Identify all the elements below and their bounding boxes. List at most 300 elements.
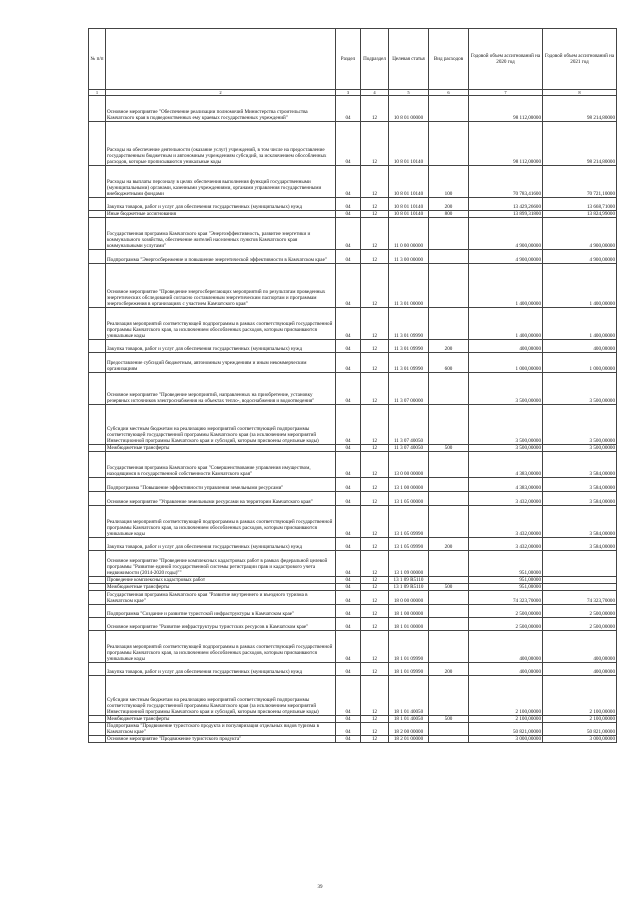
row-name-cell: Расходы на обеспечение деятельности (оказание услуг) учреждений, в том числе на предоставление государственным бюджетным и автономным учреждениям субсидий, за исключением обособленных расходов, которые прописываются уникальные коды	[106, 122, 336, 166]
header-section: Раздел	[336, 29, 361, 90]
row-sum-2020-cell: 951,00000	[469, 577, 543, 584]
row-sum-2020-cell: 13 429,26600	[469, 198, 543, 211]
row-exp-type-cell	[429, 605, 469, 618]
row-subsection-cell: 12	[361, 631, 389, 663]
row-exp-type-cell: 200	[429, 340, 469, 353]
row-section-cell: 04	[336, 445, 361, 452]
table-row	[89, 308, 617, 340]
row-target-cell: 10 8 01 10140	[389, 122, 429, 166]
row-target-cell: 13 0 00 00000	[389, 452, 429, 478]
row-name-cell: Подпрограмма "Повышение эффективности управления земельными ресурсами"	[106, 478, 336, 492]
row-sum-2020-cell: 1 000,00000	[469, 353, 543, 373]
row-sum-2020-cell: 2 500,00000	[469, 618, 543, 631]
row-num-cell	[89, 452, 106, 478]
row-exp-type-cell: 500	[429, 716, 469, 723]
row-target-cell: 10 8 01 10140	[389, 166, 429, 198]
row-target-cell: 10 8 01 10140	[389, 211, 429, 218]
row-subsection-cell: 12	[361, 538, 389, 551]
row-subsection-cell: 12	[361, 551, 389, 577]
table-row	[89, 538, 617, 551]
row-exp-type-cell	[429, 218, 469, 250]
row-name-cell: Реализация мероприятий соответствующей подпрограммы в рамках соответствующей государственной программы Камчатского края, за исключением обособленных расходов, которым присваиваются уникальные коды	[106, 308, 336, 340]
row-num-cell	[89, 122, 106, 166]
row-num-cell	[89, 353, 106, 373]
header-sum-2020: Годовой объем ассигнований на 2020 год	[469, 29, 543, 90]
row-target-cell: 13 1 09 R5110	[389, 577, 429, 584]
row-exp-type-cell	[429, 405, 469, 445]
row-subsection-cell: 12	[361, 618, 389, 631]
row-sum-2020-cell: 13 899,31800	[469, 211, 543, 218]
row-sum-2020-cell: 3 000,00000	[469, 736, 543, 743]
row-sum-2021-cell: 1 400,00000	[543, 308, 617, 340]
table-row	[89, 96, 617, 122]
col-number: 7	[469, 90, 543, 96]
row-section-cell: 04	[336, 478, 361, 492]
row-sum-2021-cell: 3 584,00000	[543, 492, 617, 506]
row-section-cell: 04	[336, 250, 361, 264]
row-name-cell: Основное мероприятие "Управление земельными ресурсами на территории Камчатского края"	[106, 492, 336, 506]
row-num-cell	[89, 716, 106, 723]
row-subsection-cell: 12	[361, 198, 389, 211]
row-num-cell	[89, 506, 106, 538]
row-subsection-cell: 12	[361, 353, 389, 373]
row-num-cell	[89, 308, 106, 340]
row-section-cell: 04	[336, 353, 361, 373]
row-name-cell: Закупка товаров, работ и услуг для обеспечения государственных (муниципальных) нужд	[106, 538, 336, 551]
row-subsection-cell: 12	[361, 506, 389, 538]
row-sum-2021-cell: 74 323,70000	[543, 591, 617, 605]
row-exp-type-cell: 500	[429, 445, 469, 452]
row-num-cell	[89, 218, 106, 250]
table-row	[89, 551, 617, 577]
table-row	[89, 605, 617, 618]
row-exp-type-cell: 800	[429, 211, 469, 218]
table-row	[89, 591, 617, 605]
row-num-cell	[89, 723, 106, 736]
row-subsection-cell: 12	[361, 492, 389, 506]
table-row	[89, 506, 617, 538]
budget-document	[88, 28, 616, 743]
row-exp-type-cell	[429, 122, 469, 166]
row-exp-type-cell	[429, 618, 469, 631]
row-subsection-cell: 12	[361, 308, 389, 340]
row-sum-2021-cell: 98 214,80000	[543, 122, 617, 166]
table-row	[89, 584, 617, 591]
row-section-cell: 04	[336, 591, 361, 605]
row-sum-2021-cell: 4 900,00000	[543, 218, 617, 250]
header-target: Целевая статья	[389, 29, 429, 90]
row-section-cell: 04	[336, 736, 361, 743]
row-num-cell	[89, 676, 106, 716]
row-section-cell: 04	[336, 405, 361, 445]
row-subsection-cell: 12	[361, 264, 389, 308]
table-row	[89, 716, 617, 723]
row-sum-2021-cell: 2 500,00000	[543, 618, 617, 631]
row-subsection-cell: 12	[361, 452, 389, 478]
row-num-cell	[89, 551, 106, 577]
table-row	[89, 166, 617, 198]
row-name-cell: Реализация мероприятий соответствующей подпрограммы в рамках соответствующей государственной программы Камчатского края, за исключением обособленных расходов, которым присваиваются уникальные коды	[106, 631, 336, 663]
row-name-cell: Межбюджетные трансферты	[106, 445, 336, 452]
table-row	[89, 340, 617, 353]
row-subsection-cell: 12	[361, 211, 389, 218]
row-subsection-cell: 12	[361, 723, 389, 736]
row-target-cell: 13 1 05 09990	[389, 538, 429, 551]
row-exp-type-cell: 500	[429, 584, 469, 591]
row-exp-type-cell	[429, 478, 469, 492]
row-sum-2020-cell: 2 100,00000	[469, 676, 543, 716]
row-sum-2021-cell: 3 500,00000	[543, 405, 617, 445]
row-name-cell: Основное мероприятие "Развитие инфраструктуры туристских ресурсов в Камчатском крае"	[106, 618, 336, 631]
row-sum-2021-cell: 3 584,00000	[543, 478, 617, 492]
header-exp-type: Вид расходов	[429, 29, 469, 90]
row-num-cell	[89, 96, 106, 122]
row-exp-type-cell	[429, 591, 469, 605]
row-sum-2021-cell: 70 721,10000	[543, 166, 617, 198]
row-sum-2020-cell: 98 112,00000	[469, 122, 543, 166]
row-name-cell: Закупка товаров, работ и услуг для обеспечения государственных (муниципальных) нужд	[106, 663, 336, 676]
row-section-cell: 04	[336, 492, 361, 506]
table-row	[89, 631, 617, 663]
row-sum-2020-cell: 951,00000	[469, 551, 543, 577]
row-name-cell: Подпрограмма "Продвижение туристского продукта и популяризация отдельных видов туризма в Камчатском крае"	[106, 723, 336, 736]
row-sum-2021-cell: 13 824,99000	[543, 211, 617, 218]
row-sum-2021-cell	[543, 551, 617, 577]
row-name-cell: Основное мероприятие "Обеспечение реализации полномочий Министерства строительства Камчатского края в подведомственных ему краевых государственных учреждений"	[106, 96, 336, 122]
row-section-cell: 04	[336, 452, 361, 478]
row-name-cell: Государственная программа Камчатского края "Энергоэффективность, развитие энергетики и коммунального хозяйства, обеспечение жителей населенных пунктов Камчатского края коммунальными услугами"	[106, 218, 336, 250]
table-row	[89, 452, 617, 478]
row-num-cell	[89, 618, 106, 631]
row-subsection-cell: 12	[361, 373, 389, 405]
row-sum-2020-cell: 98 112,00000	[469, 96, 543, 122]
row-num-cell	[89, 264, 106, 308]
table-row	[89, 676, 617, 716]
row-target-cell: 18 1 01 40050	[389, 676, 429, 716]
row-sum-2020-cell: 3 500,00000	[469, 405, 543, 445]
table-row	[89, 577, 617, 584]
row-name-cell: Основное мероприятие "Проведение комплексных кадастровых работ в рамках федеральной целевой программы "Развитие единой государственной системы регистрации прав и кадастрового учета недвижимости (2014-2020 годы)""	[106, 551, 336, 577]
row-target-cell: 18 2 00 00000	[389, 723, 429, 736]
row-section-cell: 04	[336, 373, 361, 405]
row-num-cell	[89, 250, 106, 264]
row-section-cell: 04	[336, 340, 361, 353]
row-sum-2020-cell: 400,00000	[469, 663, 543, 676]
row-subsection-cell: 12	[361, 663, 389, 676]
row-sum-2020-cell: 4 383,00000	[469, 478, 543, 492]
row-sum-2020-cell: 1 400,00000	[469, 264, 543, 308]
row-exp-type-cell	[429, 96, 469, 122]
col-number: 6	[429, 90, 469, 96]
row-section-cell: 04	[336, 166, 361, 198]
row-section-cell: 04	[336, 218, 361, 250]
row-sum-2020-cell: 3 500,00000	[469, 373, 543, 405]
row-exp-type-cell	[429, 373, 469, 405]
row-section-cell: 04	[336, 716, 361, 723]
row-target-cell: 11 0 00 00000	[389, 218, 429, 250]
row-exp-type-cell	[429, 736, 469, 743]
table-row	[89, 353, 617, 373]
row-exp-type-cell	[429, 452, 469, 478]
row-sum-2021-cell: 400,00000	[543, 631, 617, 663]
row-name-cell: Подпрограмма "Энергосбережение и повышение энергетической эффективности в Камчатском крае"	[106, 250, 336, 264]
row-target-cell: 11 3 01 00000	[389, 264, 429, 308]
header-name	[106, 29, 336, 90]
row-exp-type-cell	[429, 631, 469, 663]
row-target-cell: 18 1 01 00000	[389, 618, 429, 631]
row-sum-2020-cell: 3 432,00000	[469, 506, 543, 538]
page-number: 39	[317, 885, 323, 890]
row-target-cell: 13 1 09 R5110	[389, 584, 429, 591]
row-target-cell: 13 1 09 00000	[389, 551, 429, 577]
row-sum-2021-cell: 98 214,80000	[543, 96, 617, 122]
row-num-cell	[89, 663, 106, 676]
row-sum-2021-cell: 400,00000	[543, 663, 617, 676]
table-row	[89, 445, 617, 452]
row-target-cell: 11 3 07 40050	[389, 405, 429, 445]
row-section-cell: 04	[336, 96, 361, 122]
row-num-cell	[89, 445, 106, 452]
row-section-cell: 04	[336, 631, 361, 663]
col-number: 8	[543, 90, 617, 96]
table-row	[89, 373, 617, 405]
row-target-cell: 13 1 05 09990	[389, 506, 429, 538]
row-sum-2021-cell: 3 500,00000	[543, 445, 617, 452]
row-sum-2020-cell: 4 900,00000	[469, 218, 543, 250]
row-name-cell: Иные бюджетные ассигнования	[106, 211, 336, 218]
table-row	[89, 250, 617, 264]
row-name-cell: Основное мероприятие "Проведение энергосберегающих мероприятий по результатам проведенных энергетических обследований согласно составленным энергетическим паспортам и программам энергосбережения в организациях с участием Камчатского края"	[106, 264, 336, 308]
row-subsection-cell: 12	[361, 584, 389, 591]
row-num-cell	[89, 591, 106, 605]
row-sum-2021-cell: 50 821,00000	[543, 723, 617, 736]
row-exp-type-cell	[429, 676, 469, 716]
row-sum-2021-cell: 3 584,00000	[543, 506, 617, 538]
row-exp-type-cell	[429, 577, 469, 584]
row-section-cell: 04	[336, 308, 361, 340]
row-target-cell: 18 2 01 00000	[389, 736, 429, 743]
row-section-cell: 04	[336, 122, 361, 166]
table-row	[89, 218, 617, 250]
row-section-cell: 04	[336, 551, 361, 577]
row-exp-type-cell: 100	[429, 166, 469, 198]
row-num-cell	[89, 166, 106, 198]
row-target-cell: 18 1 01 09990	[389, 663, 429, 676]
row-target-cell: 13 1 00 00000	[389, 478, 429, 492]
row-target-cell: 18 1 00 00000	[389, 605, 429, 618]
row-sum-2020-cell: 4 383,00000	[469, 452, 543, 478]
row-sum-2021-cell: 1 400,00000	[543, 264, 617, 308]
row-sum-2020-cell: 2 500,00000	[469, 605, 543, 618]
row-subsection-cell: 12	[361, 591, 389, 605]
row-section-cell: 04	[336, 211, 361, 218]
row-name-cell: Государственная программа Камчатского края "Развитие внутреннего и въездного туризма в Камчатском крае"	[106, 591, 336, 605]
row-subsection-cell: 12	[361, 96, 389, 122]
row-name-cell: Расходы на выплаты персоналу в целях обеспечения выполнения функций государственными (муниципальными) органами, казенными учреждениями, органами управления государственными внебюджетными фондами	[106, 166, 336, 198]
row-target-cell: 11 3 00 00000	[389, 250, 429, 264]
row-exp-type-cell: 200	[429, 663, 469, 676]
row-sum-2021-cell	[543, 577, 617, 584]
row-exp-type-cell	[429, 250, 469, 264]
row-sum-2020-cell: 3 432,00000	[469, 538, 543, 551]
row-sum-2020-cell: 2 100,00000	[469, 716, 543, 723]
col-number: 1	[89, 90, 106, 96]
row-subsection-cell: 12	[361, 716, 389, 723]
table-row	[89, 663, 617, 676]
row-target-cell: 18 1 01 40050	[389, 716, 429, 723]
row-sum-2020-cell: 951,00000	[469, 584, 543, 591]
row-exp-type-cell: 200	[429, 198, 469, 211]
row-subsection-cell: 12	[361, 577, 389, 584]
row-section-cell: 04	[336, 676, 361, 716]
row-exp-type-cell	[429, 506, 469, 538]
table-row	[89, 211, 617, 218]
row-subsection-cell: 12	[361, 676, 389, 716]
row-subsection-cell: 12	[361, 736, 389, 743]
row-sum-2020-cell: 1 400,00000	[469, 308, 543, 340]
row-sum-2020-cell: 3 432,00000	[469, 492, 543, 506]
row-section-cell: 04	[336, 618, 361, 631]
col-number: 2	[106, 90, 336, 96]
row-sum-2021-cell: 2 500,00000	[543, 605, 617, 618]
table-row	[89, 122, 617, 166]
row-section-cell: 04	[336, 506, 361, 538]
header-subsection: Подраздел	[361, 29, 389, 90]
row-num-cell	[89, 373, 106, 405]
row-num-cell	[89, 211, 106, 218]
row-sum-2021-cell: 1 000,00000	[543, 353, 617, 373]
row-target-cell: 10 8 01 00000	[389, 96, 429, 122]
row-sum-2021-cell: 2 100,00000	[543, 676, 617, 716]
row-section-cell: 04	[336, 577, 361, 584]
row-subsection-cell: 12	[361, 478, 389, 492]
row-sum-2020-cell: 70 783,41600	[469, 166, 543, 198]
row-num-cell	[89, 492, 106, 506]
header-sum-2021: Годовой объем ассигнований на 2021 год	[543, 29, 617, 90]
row-sum-2021-cell: 3 000,00000	[543, 736, 617, 743]
row-target-cell: 11 3 01 09990	[389, 308, 429, 340]
table-row	[89, 492, 617, 506]
row-name-cell: Закупка товаров, работ и услуг для обеспечения государственных (муниципальных) нужд	[106, 340, 336, 353]
row-exp-type-cell	[429, 308, 469, 340]
row-section-cell: 04	[336, 584, 361, 591]
table-body	[89, 96, 617, 743]
row-sum-2020-cell: 3 500,00000	[469, 445, 543, 452]
row-exp-type-cell: 200	[429, 538, 469, 551]
row-num-cell	[89, 631, 106, 663]
table-row	[89, 723, 617, 736]
row-target-cell: 18 0 00 00000	[389, 591, 429, 605]
row-target-cell: 11 3 01 09990	[389, 353, 429, 373]
row-name-cell: Проведение комплексных кадастровых работ	[106, 577, 336, 584]
row-section-cell: 04	[336, 538, 361, 551]
row-exp-type-cell	[429, 723, 469, 736]
row-subsection-cell: 12	[361, 445, 389, 452]
row-sum-2020-cell: 74 323,70000	[469, 591, 543, 605]
row-num-cell	[89, 577, 106, 584]
row-num-cell	[89, 340, 106, 353]
table-row	[89, 618, 617, 631]
table-row	[89, 198, 617, 211]
row-subsection-cell: 12	[361, 340, 389, 353]
col-number: 4	[361, 90, 389, 96]
table-row	[89, 736, 617, 743]
header-num: № п/п	[89, 29, 106, 90]
row-sum-2021-cell: 4 900,00000	[543, 250, 617, 264]
row-num-cell	[89, 538, 106, 551]
row-section-cell: 04	[336, 198, 361, 211]
table-row	[89, 264, 617, 308]
row-num-cell	[89, 584, 106, 591]
row-name-cell: Основное мероприятие "Продвижение туристского продукта"	[106, 736, 336, 743]
col-number: 3	[336, 90, 361, 96]
row-target-cell: 11 3 07 40050	[389, 445, 429, 452]
row-sum-2021-cell: 3 584,00000	[543, 452, 617, 478]
row-name-cell: Межбюджетные трансферты	[106, 584, 336, 591]
header-row	[89, 29, 617, 90]
row-subsection-cell: 12	[361, 605, 389, 618]
row-subsection-cell: 12	[361, 218, 389, 250]
row-num-cell	[89, 605, 106, 618]
row-name-cell: Подпрограмма "Создание и развитие туристской инфраструктуры в Камчатском крае"	[106, 605, 336, 618]
row-num-cell	[89, 198, 106, 211]
row-name-cell: Основное мероприятие "Проведение мероприятий, направленных на приобретение, установку резервных источников электроснабжения на объектах тепло-, водоснабжения и водоотведения"	[106, 373, 336, 405]
row-sum-2021-cell: 400,00000	[543, 340, 617, 353]
row-target-cell: 18 1 01 09990	[389, 631, 429, 663]
row-name-cell: Межбюджетные трансферты	[106, 716, 336, 723]
row-num-cell	[89, 405, 106, 445]
row-exp-type-cell	[429, 264, 469, 308]
row-sum-2021-cell: 2 100,00000	[543, 716, 617, 723]
row-num-cell	[89, 478, 106, 492]
row-name-cell: Субсидии местным бюджетам на реализацию мероприятий соответствующей подпрограммы соответствующей государственной программы Камчатского края (за исключением мероприятий Инвестиционной программы Камчатского края и субсидий, которым присвоены отдельные коды)	[106, 405, 336, 445]
row-subsection-cell: 12	[361, 122, 389, 166]
row-target-cell: 11 3 01 09990	[389, 340, 429, 353]
row-name-cell: Предоставление субсидий бюджетным, автономным учреждениям и иным некоммерческим организациям	[106, 353, 336, 373]
row-name-cell: Государственная программа Камчатского края "Совершенствование управления имуществом, находящимся в государственной собственности Камчатского края"	[106, 452, 336, 478]
row-name-cell: Субсидии местным бюджетам на реализацию мероприятий соответствующей подпрограммы соответствующей государственной программы Камчатского края (за исключением мероприятий Инвестиционной программы Камчатского края и субсидий, которым присвоены отдельные коды)	[106, 676, 336, 716]
row-exp-type-cell	[429, 551, 469, 577]
col-number: 5	[389, 90, 429, 96]
row-sum-2021-cell: 3 500,00000	[543, 373, 617, 405]
row-section-cell: 04	[336, 723, 361, 736]
row-section-cell: 04	[336, 663, 361, 676]
row-subsection-cell: 12	[361, 405, 389, 445]
row-subsection-cell: 12	[361, 250, 389, 264]
row-exp-type-cell: 600	[429, 353, 469, 373]
row-sum-2021-cell: 13 668,71000	[543, 198, 617, 211]
row-sum-2020-cell: 400,00000	[469, 340, 543, 353]
row-target-cell: 11 3 07 00000	[389, 373, 429, 405]
budget-table	[88, 28, 617, 743]
row-section-cell: 04	[336, 264, 361, 308]
table-row	[89, 478, 617, 492]
row-sum-2021-cell	[543, 584, 617, 591]
row-sum-2021-cell: 3 584,00000	[543, 538, 617, 551]
row-sum-2020-cell: 50 821,00000	[469, 723, 543, 736]
row-target-cell: 13 1 05 00000	[389, 492, 429, 506]
row-name-cell: Закупка товаров, работ и услуг для обеспечения государственных (муниципальных) нужд	[106, 198, 336, 211]
row-sum-2020-cell: 400,00000	[469, 631, 543, 663]
row-name-cell: Реализация мероприятий соответствующей подпрограммы в рамках соответствующей государственной программы Камчатского края, за исключением обособленных расходов, которым присваиваются уникальные коды	[106, 506, 336, 538]
row-subsection-cell: 12	[361, 166, 389, 198]
row-sum-2020-cell: 4 900,00000	[469, 250, 543, 264]
row-num-cell	[89, 736, 106, 743]
row-target-cell: 10 8 01 10140	[389, 198, 429, 211]
table-row	[89, 405, 617, 445]
row-exp-type-cell	[429, 492, 469, 506]
row-section-cell: 04	[336, 605, 361, 618]
